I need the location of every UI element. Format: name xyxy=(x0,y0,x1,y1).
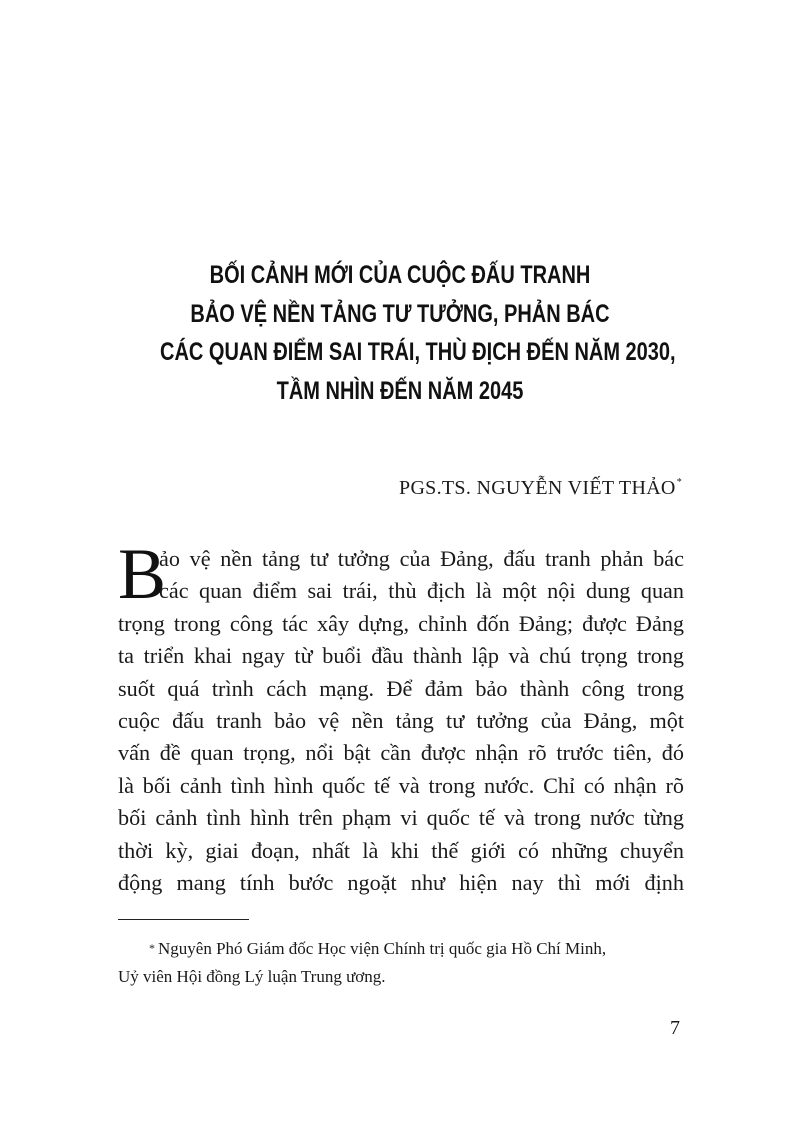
footnote xyxy=(118,935,684,990)
body-line: bối cảnh tình hình trên phạm vi quốc tế và trong nước từng xyxy=(118,805,684,831)
body-line: vấn đề quan trọng, nổi bật cần được nhận rõ trước tiên, đó xyxy=(118,740,684,766)
body-line: ảo vệ nền tảng tư tưởng của Đảng, đấu tranh phản bác xyxy=(159,546,684,571)
chapter-title-line: BỐI CẢNH MỚI CỦA CUỘC ĐẤU TRANH xyxy=(209,261,591,289)
footnote-divider xyxy=(118,919,249,920)
body-line: trọng trong công tác xây dựng, chỉnh đốn Đảng; được Đảng xyxy=(118,610,684,636)
body-line: là bối cảnh tình hình quốc tế và trong nước. Chỉ có nhận rõ xyxy=(118,772,684,798)
drop-cap: B xyxy=(118,534,167,614)
footnote-line xyxy=(118,935,684,963)
chapter-title-line: CÁC QUAN ĐIỂM SAI TRÁI, THÙ ĐỊCH ĐẾN NĂM 2030, xyxy=(160,338,676,366)
body-line: ta triển khai ngay từ buổi đầu thành lập và chú trọng trong xyxy=(118,643,684,669)
author-byline xyxy=(399,477,682,500)
body-line: suốt quá trình cách mạng. Để đảm bảo thành công trong xyxy=(118,675,684,701)
footnote-line: Uỷ viên Hội đồng Lý luận Trung ương. xyxy=(118,966,386,986)
page-number: 7 xyxy=(670,1017,680,1039)
body-line: động mang tính bước ngoặt như hiện nay thì mới định xyxy=(118,870,684,896)
footnote-mark: * xyxy=(149,941,155,955)
footnote-text: Nguyên Phó Giám đốc Học viện Chính trị quốc gia Hồ Chí Minh, xyxy=(158,939,607,958)
chapter-title-line: TẦM NHÌN ĐẾN NĂM 2045 xyxy=(276,376,524,405)
author-footnote-mark: * xyxy=(676,477,682,488)
chapter-title-line: BẢO VỆ NỀN TẢNG TƯ TƯỞNG, PHẢN BÁC xyxy=(190,299,610,328)
body-paragraph xyxy=(118,543,684,899)
author-name: PGS.TS. NGUYỄN VIẾT THẢO xyxy=(399,477,676,499)
body-line: thời kỳ, giai đoạn, nhất là khi thế giới có những chuyển xyxy=(118,837,684,863)
body-line: các quan điểm sai trái, thù địch là một nội dung quan xyxy=(159,578,684,604)
chapter-title xyxy=(160,256,676,410)
body-line: cuộc đấu tranh bảo vệ nền tảng tư tưởng của Đảng, một xyxy=(118,708,684,734)
